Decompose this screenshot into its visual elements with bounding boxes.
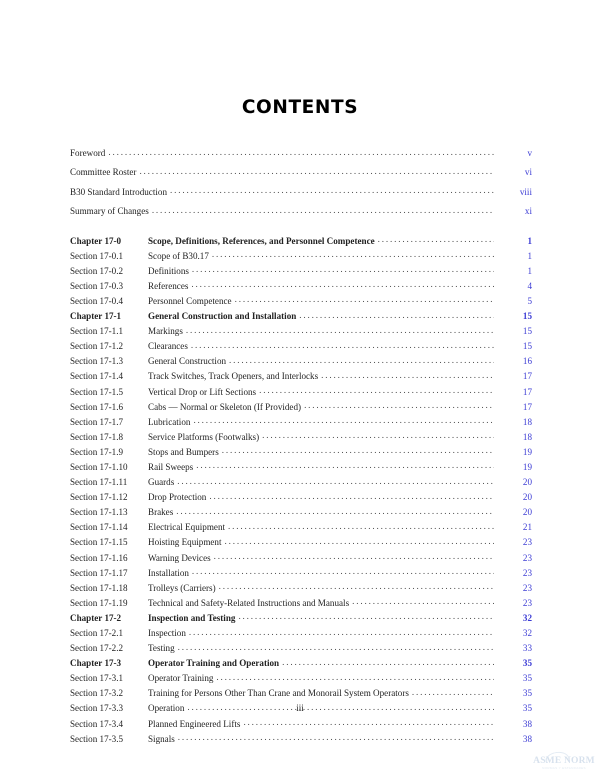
front-matter-row[interactable]: [70, 148, 532, 167]
toc-entry-title: General Construction and Installation: [148, 311, 297, 322]
table-of-contents: [70, 148, 532, 749]
toc-entry-label: Section 17-1.18: [70, 582, 128, 593]
toc-entry-label: Section 17-2.1: [70, 628, 124, 638]
dot-leader: [196, 460, 494, 470]
toc-entry-label: Section 17-1.2: [70, 341, 124, 352]
toc-page-number[interactable]: 32: [522, 628, 532, 638]
toc-entry-title: Inspection: [148, 628, 186, 638]
toc-entry-title: B30 Standard Introduction: [70, 186, 167, 197]
toc-page-number[interactable]: viii: [519, 186, 532, 197]
dot-leader: [229, 355, 494, 365]
toc-entry-label: Section 17-1.10: [70, 461, 128, 472]
dot-leader: [191, 340, 494, 350]
dot-leader: [228, 521, 494, 531]
front-matter-list: [70, 148, 532, 226]
dot-leader: [191, 279, 494, 289]
toc-entry-label: Section 17-0.2: [70, 265, 124, 276]
toc-page-number[interactable]: 23: [522, 567, 532, 578]
toc-entry-title: References: [148, 280, 189, 291]
toc-page-number[interactable]: 23: [522, 582, 532, 593]
toc-page-number[interactable]: 17: [522, 371, 532, 382]
dot-leader: [243, 717, 494, 727]
toc-entry-title: Drop Protection: [148, 492, 207, 503]
toc-entry-label: Chapter 17-2: [70, 612, 122, 623]
toc-page-number[interactable]: 19: [522, 461, 532, 472]
toc-entry-title: Markings: [148, 326, 183, 337]
toc-entry-title: Vertical Drop or Lift Sections: [148, 386, 257, 397]
dot-leader: [262, 430, 494, 440]
toc-entry-title: Track Switches, Track Openers, and Interlocks: [148, 371, 319, 382]
toc-entry-title: Technical and Safety-Related Instructions and Manuals: [148, 597, 350, 608]
toc-page-number[interactable]: 20: [522, 477, 532, 488]
toc-entry-title: Foreword: [70, 148, 106, 158]
toc-entry-label: Chapter 17-1: [70, 311, 122, 322]
toc-entry-label: Section 17-1.4: [70, 371, 124, 382]
toc-entry-label: Section 17-1.3: [70, 356, 124, 367]
page-folio: iii: [296, 703, 304, 713]
dot-leader: [214, 551, 494, 561]
toc-page-number[interactable]: 32: [522, 612, 532, 623]
toc-entry-label: Section 17-1.16: [70, 552, 128, 563]
asme-norm-logo: [533, 750, 595, 774]
dot-leader: [222, 445, 494, 455]
toc-page-number[interactable]: 18: [522, 431, 532, 442]
toc-page-number[interactable]: 19: [522, 446, 532, 457]
dot-leader: [321, 370, 494, 380]
dot-leader: [193, 415, 494, 425]
logo-subtext: NORMAS Y ESTANDARES: [542, 766, 586, 770]
toc-entry-title: Testing: [148, 643, 175, 654]
page-title: CONTENTS: [241, 97, 359, 118]
toc-entry-label: Section 17-0.3: [70, 280, 124, 291]
toc-page-number[interactable]: 38: [522, 718, 532, 729]
toc-entry-label: Section 17-2.2: [70, 643, 124, 654]
toc-page-number[interactable]: 15: [522, 326, 532, 337]
toc-entry-title: Operator Training and Operation: [148, 658, 280, 669]
toc-entry-title: Warning Devices: [148, 552, 211, 563]
toc-entry-label: Section 17-1.15: [70, 537, 128, 548]
dot-leader: [259, 385, 494, 395]
toc-page-number[interactable]: 1: [527, 265, 532, 276]
toc-entry-label: Section 17-1.12: [70, 492, 128, 503]
toc-entry-title: Electrical Equipment: [148, 522, 226, 533]
toc-entry-title: Service Platforms (Footwalks): [148, 431, 260, 442]
toc-entry-label: Section 17-1.17: [70, 567, 128, 578]
dot-leader: [178, 642, 494, 652]
dot-leader: [352, 596, 494, 606]
toc-entry-title: Signals: [148, 733, 175, 744]
dot-leader: [108, 147, 494, 157]
toc-page-number[interactable]: 5: [527, 295, 532, 306]
dot-leader: [225, 536, 494, 546]
toc-page-number[interactable]: 35: [522, 688, 532, 699]
toc-entry-title: Clearances: [148, 341, 188, 352]
toc-page-number[interactable]: 4: [527, 280, 532, 291]
dot-leader: [170, 185, 494, 195]
toc-entry-title: Operator Training: [148, 673, 214, 684]
toc-entry-title: Stops and Bumpers: [148, 446, 219, 457]
toc-entry-title: Hoisting Equipment: [148, 537, 222, 548]
dot-leader: [178, 732, 494, 742]
toc-entry-label: Section 17-3.1: [70, 673, 124, 684]
dot-leader: [219, 581, 494, 591]
toc-entry-label: Section 17-1.8: [70, 431, 124, 442]
dot-leader: [235, 294, 494, 304]
toc-entry-label: Section 17-3.3: [70, 703, 124, 714]
toc-page-number[interactable]: 1: [527, 235, 532, 246]
toc-entry-label: Section 17-3.4: [70, 718, 124, 729]
toc-entry-label: Section 17-0.4: [70, 295, 124, 306]
toc-entry-label: Section 17-1.1: [70, 326, 124, 337]
toc-page-number[interactable]: 23: [522, 552, 532, 563]
toc-entry-title: Definitions: [148, 265, 189, 276]
dot-leader: [299, 310, 494, 320]
toc-page-number[interactable]: 17: [522, 401, 532, 412]
toc-page-number[interactable]: 33: [522, 643, 532, 654]
front-matter-row[interactable]: [70, 206, 532, 225]
dot-leader: [192, 264, 494, 274]
toc-page-number[interactable]: 38: [522, 733, 532, 744]
front-matter-row[interactable]: [70, 187, 532, 206]
toc-entry-title: Scope, Definitions, References, and Personnel Competence: [148, 235, 375, 246]
toc-entry-title: Rail Sweeps: [148, 461, 194, 472]
dot-leader: [139, 166, 494, 176]
toc-page-number[interactable]: 35: [522, 673, 532, 684]
dot-leader: [378, 234, 494, 244]
toc-entry-label: Section 17-1.9: [70, 446, 124, 457]
toc-entry-title: Brakes: [148, 507, 174, 518]
toc-entry-title: Lubrication: [148, 416, 191, 427]
toc-entry-title: Inspection and Testing: [148, 612, 236, 623]
toc-page-number[interactable]: 35: [522, 658, 532, 669]
dot-leader: [238, 611, 494, 621]
dot-leader: [177, 476, 494, 486]
toc-entry-title: Training for Persons Other Than Crane and Monorail System Operators: [148, 688, 409, 699]
toc-page-number[interactable]: 18: [522, 416, 532, 427]
dot-leader: [304, 400, 494, 410]
dot-leader: [176, 506, 494, 516]
dot-leader: [412, 687, 494, 697]
toc-entry-title: Committee Roster: [70, 167, 137, 178]
toc-entry-label: Chapter 17-0: [70, 235, 122, 246]
toc-page-number[interactable]: vi: [524, 167, 532, 178]
toc-entry-title: Summary of Changes: [70, 206, 149, 217]
toc-entry-title: General Construction: [148, 356, 227, 367]
dot-leader: [189, 627, 494, 637]
toc-entry-title: Personnel Competence: [148, 295, 232, 306]
toc-entry-label: Section 17-1.5: [70, 386, 124, 397]
chapter-entry-list: [70, 236, 532, 749]
toc-page-number[interactable]: 20: [522, 507, 532, 518]
toc-entry-label: Section 17-1.19: [70, 597, 128, 608]
toc-page-number[interactable]: xi: [524, 206, 532, 217]
toc-page-number[interactable]: 20: [522, 492, 532, 503]
dot-leader: [152, 205, 494, 215]
toc-page-number[interactable]: 23: [522, 597, 532, 608]
toc-entry-title: Trolleys (Carriers): [148, 582, 216, 593]
toc-entry-label: Section 17-3.2: [70, 688, 124, 699]
toc-entry-title: Guards: [148, 477, 175, 488]
toc-entry-title: Operation: [148, 703, 185, 714]
toc-row[interactable]: [70, 734, 532, 749]
toc-entry-label: Section 17-1.13: [70, 507, 128, 518]
toc-entry-label: Chapter 17-3: [70, 658, 122, 669]
toc-page-number[interactable]: 35: [522, 703, 532, 714]
toc-page-number[interactable]: 23: [522, 537, 532, 548]
dot-leader: [209, 491, 494, 501]
toc-entry-title: Scope of B30.17: [148, 250, 209, 261]
front-matter-row[interactable]: [70, 167, 532, 186]
toc-entry-title: Planned Engineered Lifts: [148, 718, 241, 729]
dot-leader: [216, 672, 494, 682]
toc-entry-title: Installation: [148, 567, 189, 578]
toc-entry-label: Section 17-1.6: [70, 401, 124, 412]
toc-page-number[interactable]: 1: [527, 250, 532, 261]
dot-leader: [282, 657, 494, 667]
toc-entry-label: Section 17-1.14: [70, 522, 128, 533]
toc-page-number[interactable]: 15: [522, 311, 532, 322]
logo-text: ASME NORM: [533, 756, 595, 766]
toc-page-number[interactable]: 15: [522, 341, 532, 352]
toc-entry-label: Section 17-1.11: [70, 477, 128, 488]
dot-leader: [212, 249, 494, 259]
toc-page-number[interactable]: 16: [522, 356, 532, 367]
toc-entry-title: Cabs — Normal or Skeleton (If Provided): [148, 401, 302, 412]
toc-entry-label: Section 17-1.7: [70, 416, 124, 427]
toc-page-number[interactable]: 21: [522, 522, 532, 533]
dot-leader: [192, 566, 494, 576]
toc-entry-label: Section 17-0.1: [70, 250, 124, 261]
toc-page-number[interactable]: 17: [522, 386, 532, 397]
dot-leader: [186, 325, 494, 335]
toc-page-number[interactable]: v: [527, 148, 532, 158]
toc-entry-label: Section 17-3.5: [70, 733, 124, 744]
